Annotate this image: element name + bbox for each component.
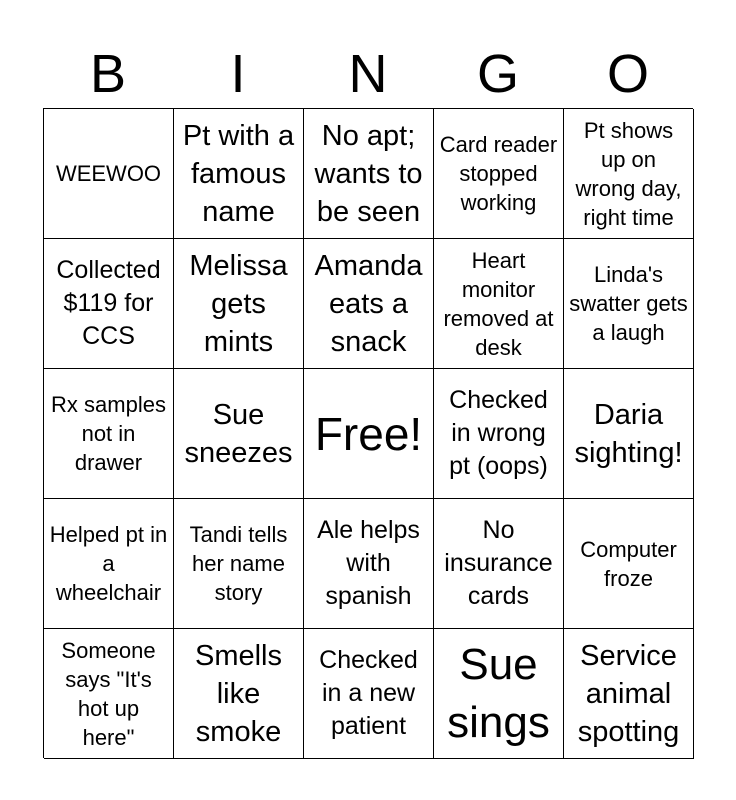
header-letter-b: B <box>89 44 127 104</box>
cell-text: Rx samples not in drawer <box>51 392 166 475</box>
bingo-cell-r4-c5[interactable] <box>564 499 694 629</box>
cell-text: Melissa gets mints <box>189 249 288 358</box>
cell-text: Pt shows up on wrong day, right time <box>575 117 682 230</box>
cell-text: Linda's swatter gets a laugh <box>569 262 688 345</box>
bingo-cell-r3-c2[interactable] <box>174 369 304 499</box>
cell-text: Sue sneezes <box>184 398 293 469</box>
bingo-cell-r4-c3[interactable] <box>304 499 434 629</box>
cell-text: No apt; wants to be seen <box>314 119 423 228</box>
cell-text: Tandi tells her name story <box>189 522 288 605</box>
bingo-cell-r2-c2[interactable] <box>174 239 304 369</box>
cell-text: Checked in wrong pt (oops) <box>449 386 548 480</box>
bingo-cell-r2-c3[interactable] <box>304 239 434 369</box>
bingo-cell-r1-c2[interactable] <box>174 109 304 239</box>
header-letter-n: N <box>348 44 388 104</box>
bingo-cell-r5-c4[interactable] <box>434 629 564 759</box>
header-letter-i: I <box>230 44 246 104</box>
cell-text: Helped pt in a wheelchair <box>49 522 168 605</box>
bingo-cell-r5-c3[interactable] <box>304 629 434 759</box>
free-space-text: Free! <box>314 407 423 460</box>
cell-text: Service animal spotting <box>577 639 680 748</box>
bingo-cell-free[interactable] <box>304 369 434 499</box>
cell-text: Sue sings <box>447 639 550 747</box>
bingo-cell-r4-c4[interactable] <box>434 499 564 629</box>
bingo-cell-r4-c2[interactable] <box>174 499 304 629</box>
cell-text: Pt with a famous name <box>182 119 295 228</box>
cell-text: Card reader stopped working <box>439 132 558 215</box>
bingo-cell-r5-c2[interactable] <box>174 629 304 759</box>
bingo-board <box>43 108 693 758</box>
bingo-cell-r2-c4[interactable] <box>434 239 564 369</box>
bingo-cell-r2-c5[interactable] <box>564 239 694 369</box>
bingo-cell-r5-c1[interactable] <box>44 629 174 759</box>
cell-text: WEEWOO <box>55 161 162 186</box>
cell-text: Collected $119 for CCS <box>56 256 161 350</box>
bingo-cell-r1-c3[interactable] <box>304 109 434 239</box>
bingo-cell-r4-c1[interactable] <box>44 499 174 629</box>
cell-text: Heart monitor removed at desk <box>443 247 554 360</box>
bingo-cell-r2-c1[interactable] <box>44 239 174 369</box>
bingo-cell-r1-c4[interactable] <box>434 109 564 239</box>
cell-text: No insurance cards <box>444 516 553 610</box>
header-letter-g: G <box>476 44 519 104</box>
bingo-cell-r1-c5[interactable] <box>564 109 694 239</box>
cell-text: Someone says "It's hot up here" <box>61 637 156 750</box>
cell-text: Ale helps with spanish <box>317 516 420 610</box>
cell-text: Smells like smoke <box>194 639 282 748</box>
cell-text: Checked in a new patient <box>319 646 418 740</box>
bingo-cell-r5-c5[interactable] <box>564 629 694 759</box>
cell-text: Daria sighting! <box>574 398 683 469</box>
bingo-cell-r3-c4[interactable] <box>434 369 564 499</box>
bingo-cell-r3-c1[interactable] <box>44 369 174 499</box>
bingo-header <box>43 40 693 108</box>
cell-text: Amanda eats a snack <box>314 249 423 358</box>
cell-text: Computer froze <box>580 536 677 591</box>
bingo-cell-r1-c1[interactable] <box>44 109 174 239</box>
bingo-cell-r3-c5[interactable] <box>564 369 694 499</box>
header-letter-o: O <box>606 44 649 104</box>
